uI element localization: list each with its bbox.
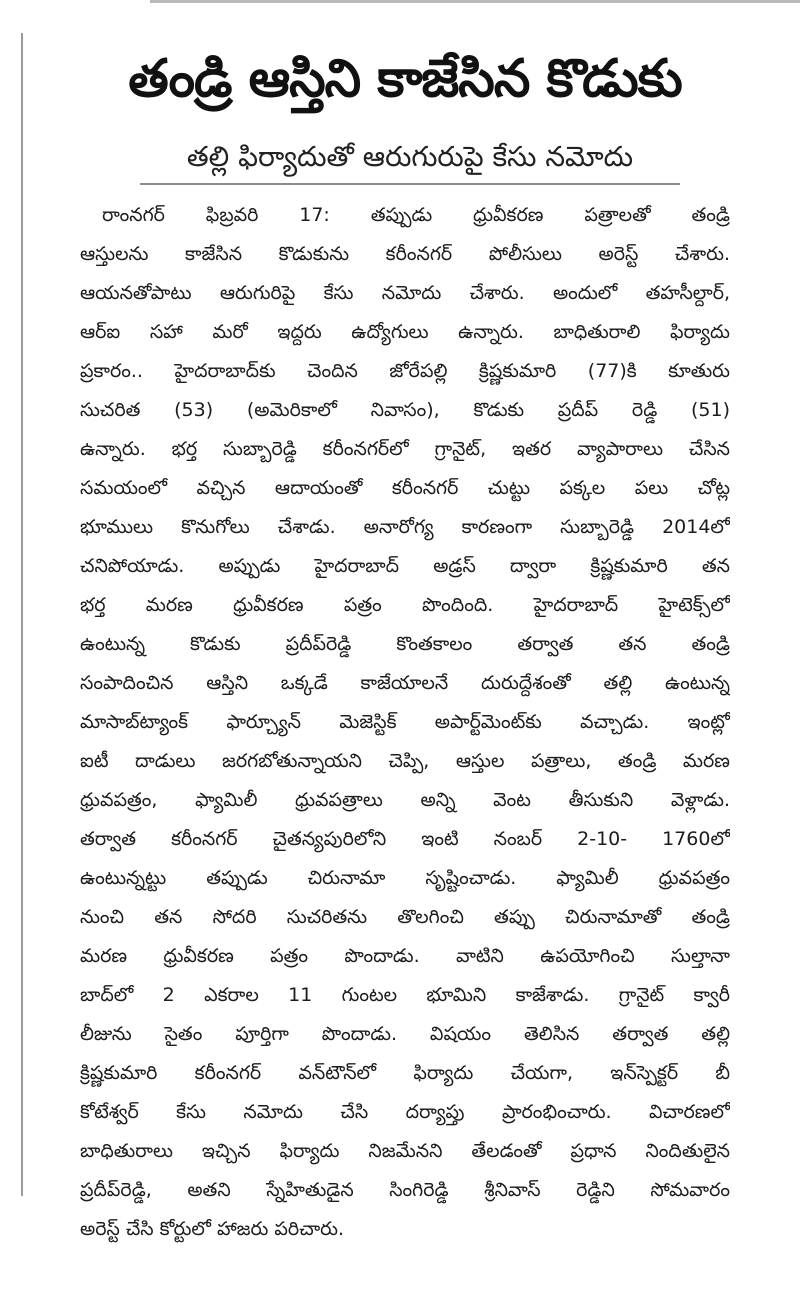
body-line: ధ్రువపత్రం, ఫ్యామిలీ ధ్రువపత్రాలు అన్ని వెంట తీసుకుని వెళ్లాడు. [80, 789, 730, 811]
body-line: తర్వాత కరీంనగర్ చైతన్యపురిలోని ఇంటి నంబర్ 2-10- 1760లో [80, 828, 730, 850]
body-line: ఉంటున్నట్టు తప్పుడు చిరునామా సృష్టించాడు. ఫ్యామిలీ ధ్రువపత్రం [80, 867, 730, 889]
body-line: ప్రదీప్‌రెడ్డి, అతని స్నేహితుడైన సింగిరెడ్డి శ్రీనివాస్ రెడ్డిని సోమవారం [80, 1179, 730, 1201]
body-line: నుంచి తన సోదరి సుచరితను తొలగించి తప్పు చిరునామాతో తండ్రి [80, 906, 730, 928]
body-line: బాధితురాలు ఇచ్చిన ఫిర్యాదు నిజమేనని తేలడంతో ప్రధాన నిందితులైన [80, 1140, 730, 1162]
body-line: ఉంటున్న కొడుకు ప్రదీప్‌రెడ్డి కొంతకాలం తర్వాత తన తండ్రి [80, 633, 730, 655]
body-line: భూములు కొనుగోలు చేశాడు. అనారోగ్య కారణంగా సుబ్బారెడ్డి 2014లో [80, 516, 730, 538]
body-line: రాంనగర్ ఫిబ్రవరి 17: తప్పుడు ధ్రువీకరణ పత్రాలతో తండ్రి [102, 204, 730, 226]
body-line: ప్రకారం.. హైదరాబాద్‌కు చెందిన జోరేపల్లి క్రిష్ణకుమారి (77)కి కూతురు [80, 360, 730, 382]
body-line: సంపాదించిన ఆస్తిని ఒక్కడే కాజేయాలనే దురుద్దేశంతో తల్లి ఉంటున్న [80, 672, 730, 694]
body-line: ఆర్ఐ సహా మరో ఇద్దరు ఉద్యోగులు ఉన్నారు. బాధితురాలి ఫిర్యాదు [80, 321, 730, 343]
body-line: చనిపోయాడు. అప్పుడు హైదరాబాద్ అడ్రస్ ద్వారా క్రిష్ణకుమారి తన [80, 555, 730, 577]
body-line: ఉన్నారు. భర్త సుబ్బారెడ్డి కరీంనగర్‌లో గ్రానైట్, ఇతర వ్యాపారాలు చేసిన [80, 438, 730, 460]
body-line: మాసాబ్‌ట్యాంక్ ఫార్చ్యూన్ మెజెస్టిక్ అపార్ట్‌మెంట్‌కు వచ్చాడు. ఇంట్లో [80, 711, 730, 733]
subheadline: తల్లి ఫిర్యాదుతో ఆరుగురుపై కేసు నమోదు [140, 135, 680, 185]
body-line: ఆస్తులను కాజేసిన కొడుకును కరీంనగర్ పోలీసులు అరెస్ట్ చేశారు. [80, 243, 730, 265]
body-line: కోటేశ్వర్ కేసు నమోదు చేసి దర్యాప్తు ప్రారంభించారు. విచారణలో [80, 1101, 730, 1123]
headline: తండ్రి ఆస్తిని కాజేసిన కొడుకు [128, 49, 682, 109]
body-line: క్రిష్ణకుమారి కరీంనగర్ వన్‌టౌన్‌లో ఫిర్యాదు చేయగా, ఇన్‌స్పెక్టర్ బీ [80, 1062, 730, 1084]
body-line: ఆయనతోపాటు ఆరుగురిపై కేసు నమోదు చేశారు. అందులో తహసీల్దార్, [80, 282, 730, 304]
body-line: బాద్‌లో 2 ఎకరాల 11 గుంటల భూమిని కాజేశాడు. గ్రానైట్ క్వారీ [80, 984, 730, 1006]
body-line: అరెస్ట్ చేసి కోర్టులో హాజరు పరిచారు. [80, 1218, 345, 1240]
body-line: లీజును సైతం పూర్తిగా పొందాడు. విషయం తెలిసిన తర్వాత తల్లి [80, 1023, 730, 1045]
body-line: ఐటీ దాడులు జరగబోతున్నాయని చెప్పి, ఆస్తుల పత్రాలు, తండ్రి మరణ [80, 750, 730, 772]
body-line: సమయంలో వచ్చిన ఆదాయంతో కరీంనగర్ చుట్టు పక్కల పలు చోట్ల [80, 477, 730, 499]
body-line: సుచరిత (53) (అమెరికాలో నివాసం), కొడుకు ప్రదీప్ రెడ్డి (51) [80, 399, 730, 421]
body-line: మరణ ధ్రువీకరణ పత్రం పొందాడు. వాటిని ఉపయోగించి సుల్తానా [80, 945, 730, 967]
body-line: భర్త మరణ ధ్రువీకరణ పత్రం పొందింది. హైదరాబాద్ హైటెక్స్‌లో [80, 594, 730, 616]
column-left-rule [21, 33, 23, 1196]
article-body [80, 196, 730, 1249]
top-border-rule [150, 0, 800, 3]
